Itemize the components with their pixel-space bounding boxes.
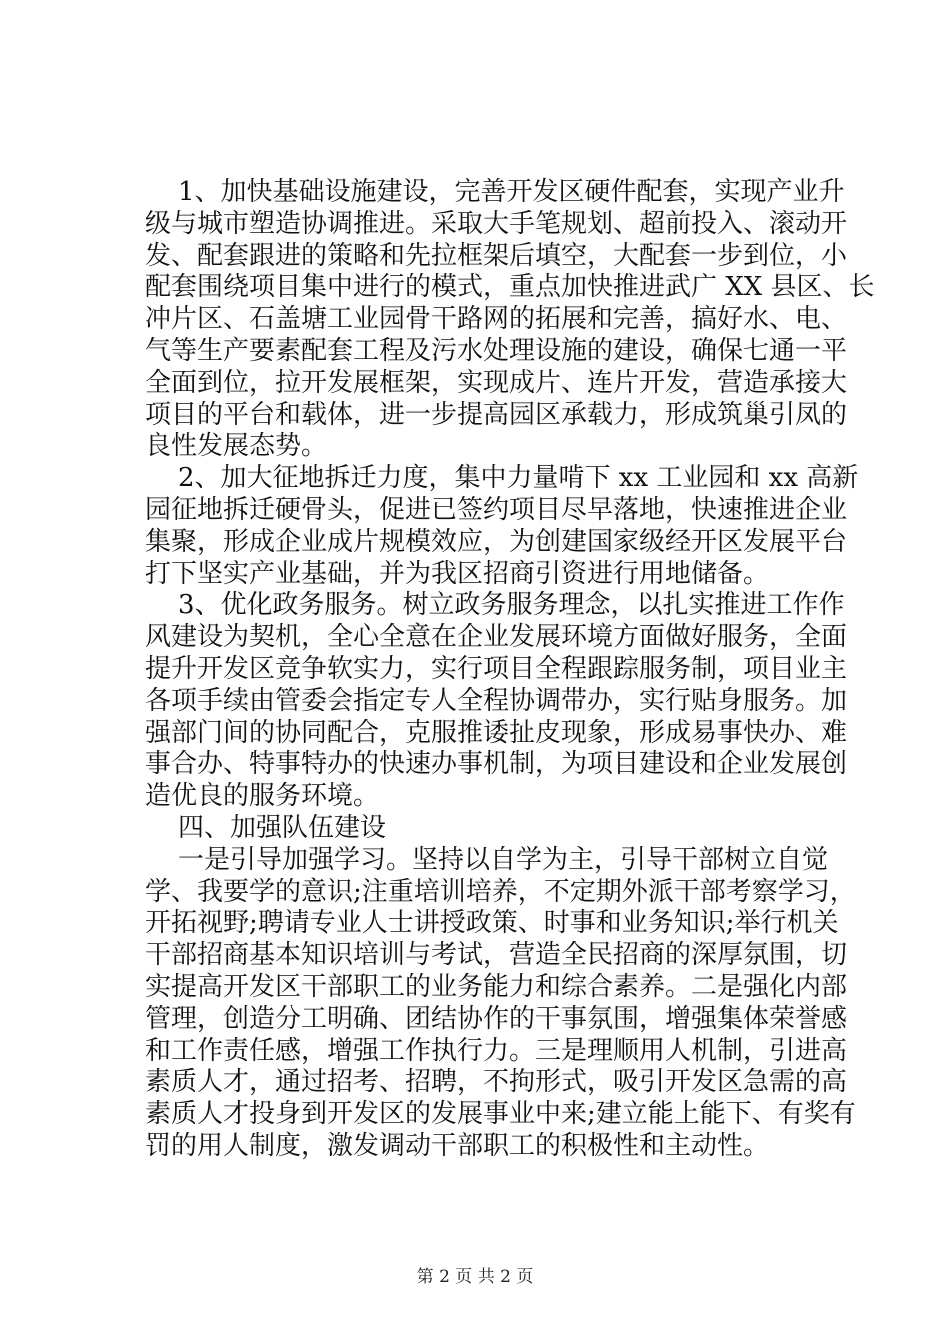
text-line: 罚的用人制度，激发调动干部职工的积极性和主动性。 — [145, 1131, 770, 1161]
text-line: 打下坚实产业基础，并为我区招商引资进行用地储备。 — [145, 559, 770, 589]
text-line: 素质人才投身到开发区的发展事业中来;建立能上能下、有奖有 — [145, 1099, 856, 1129]
text-line: 事合办、特事特办的快速办事机制，为项目建设和企业发展创 — [145, 749, 848, 779]
text-line: 配套围绕项目集中进行的模式，重点加快推进武广 XX 县区、长 — [145, 272, 875, 302]
text-line: 造优良的服务环境。 — [145, 781, 380, 811]
text-line: 全面到位，拉开发展框架，实现成片、连片开发，营造承接大 — [145, 368, 848, 398]
section-heading: 四、加强队伍建设 — [178, 813, 387, 843]
text-line: 发、配套跟进的策略和先拉框架后填空，大配套一步到位，小 — [145, 241, 848, 271]
text-line: 干部招商基本知识培训与考试，营造全民招商的深厚氛围，切 — [145, 940, 848, 970]
text-line: 学、我要学的意识;注重培训培养，不定期外派干部考察学习， — [145, 877, 856, 907]
text-line: 集聚，形成企业成片规模效应，为创建国家级经开区发展平台 — [145, 527, 848, 557]
text-line: 开拓视野;聘请专业人士讲授政策、时事和业务知识;举行机关 — [145, 908, 839, 938]
text-line: 良性发展态势。 — [145, 431, 328, 461]
text-line: 气等生产要素配套工程及污水处理设施的建设，确保七通一平 — [145, 336, 848, 366]
text-line: 3、优化政务服务。树立政务服务理念，以扎实推进工作作 — [178, 590, 845, 620]
text-line: 冲片区、石盖塘工业园骨干路网的拓展和完善，搞好水、电、 — [145, 304, 848, 334]
text-line: 强部门间的协同配合，克服推诿扯皮现象，形成易事快办、难 — [145, 718, 848, 748]
text-line: 级与城市塑造协调推进。采取大手笔规划、超前投入、滚动开 — [145, 209, 848, 239]
text-line: 各项手续由管委会指定专人全程协调带办，实行贴身服务。加 — [145, 686, 848, 716]
text-line: 项目的平台和载体，进一步提高园区承载力，形成筑巢引凤的 — [145, 400, 848, 430]
text-line: 2、加大征地拆迁力度，集中力量啃下 xx 工业园和 xx 高新 — [178, 463, 859, 493]
text-line: 1、加快基础设施建设，完善开发区硬件配套，实现产业升 — [178, 177, 845, 207]
text-line: 园征地拆迁硬骨头，促进已签约项目尽早落地，快速推进企业 — [145, 495, 848, 525]
text-line: 和工作责任感，增强工作执行力。三是理顺用人机制，引进高 — [145, 1036, 848, 1066]
text-line: 风建设为契机，全心全意在企业发展环境方面做好服务，全面 — [145, 622, 848, 652]
text-line: 实提高开发区干部职工的业务能力和综合素养。二是强化内部 — [145, 972, 848, 1002]
text-line: 一是引导加强学习。坚持以自学为主，引导干部树立自觉 — [178, 845, 829, 875]
text-line: 素质人才，通过招考、招聘，不拘形式，吸引开发区急需的高 — [145, 1067, 848, 1097]
text-line: 提升开发区竞争软实力，实行项目全程跟踪服务制，项目业主 — [145, 654, 848, 684]
page-number-label: 第 2 页 共 2 页 — [416, 1267, 534, 1287]
text-line: 管理，创造分工明确、团结协作的干事氛围，增强集体荣誉感 — [145, 1004, 848, 1034]
page-footer — [0, 1266, 950, 1288]
